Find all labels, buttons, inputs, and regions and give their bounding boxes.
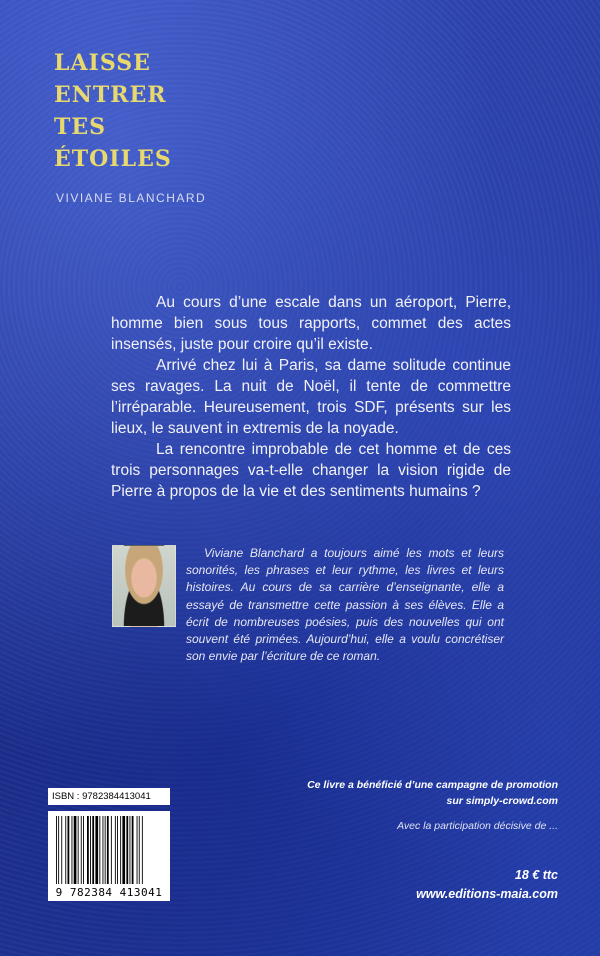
promo-site: sur simply-crowd.com (446, 795, 558, 807)
synopsis-paragraph: La rencontre improbable de cet homme et de ces trois personnages va-t-elle changer la vision rigide de Pierre à propos de la vie et des sentiments humains ? (111, 441, 511, 500)
author-photo (112, 545, 176, 627)
barcode-digits: 9 782384 413041 (55, 886, 163, 899)
synopsis-paragraph: Au cours d’une escale dans un aéroport, Pierre, homme bien sous tous rapports, commet des actes insensés, juste pour croire qu’il existe. (111, 294, 511, 353)
price-block (416, 866, 558, 904)
isbn-block (48, 788, 170, 904)
title-line: entrer (54, 74, 167, 110)
price: 18 € ttc (514, 868, 558, 882)
author-name: VIVIANE BLANCHARD (56, 191, 207, 205)
synopsis (111, 292, 511, 502)
isbn-label: ISBN : 9782384413041 (48, 788, 170, 805)
author-bio (186, 545, 504, 665)
publisher-website: www.editions-maia.com (416, 887, 558, 901)
title-line: étoiles (54, 138, 172, 174)
synopsis-paragraph: Arrivé chez lui à Paris, sa dame solitude continue ses ravages. La nuit de Noël, il tente de commettre l’irréparable. Heureusement, trois SDF, présents sur les lieux, le sauvent in extremis de la noyade. (111, 357, 511, 437)
barcode (48, 811, 170, 901)
barcode-bars (56, 816, 162, 884)
book-title (54, 44, 172, 172)
promo-line: Ce livre a bénéficié d’une campagne de promotion (307, 779, 558, 791)
promo-block (258, 777, 558, 833)
title-line: laisse (54, 42, 151, 78)
participation-note: Avec la participation décisive de ... (397, 820, 558, 832)
bio-text: Viviane Blanchard a toujours aimé les mots et leurs sonorités, les phrases et leur rythme, les livres et leurs histoires. Au cours de sa carrière d’enseignante, elle a essayé de transmettre cette passion à ses élèves. Elle a écrit de nombreuses poésies, puis des nouvelles qui ont souvent été primées. Aujourd’hui, elle a voulu concrétiser son envie par l’écriture de ce roman. (186, 546, 504, 664)
title-line: tes (54, 106, 107, 142)
